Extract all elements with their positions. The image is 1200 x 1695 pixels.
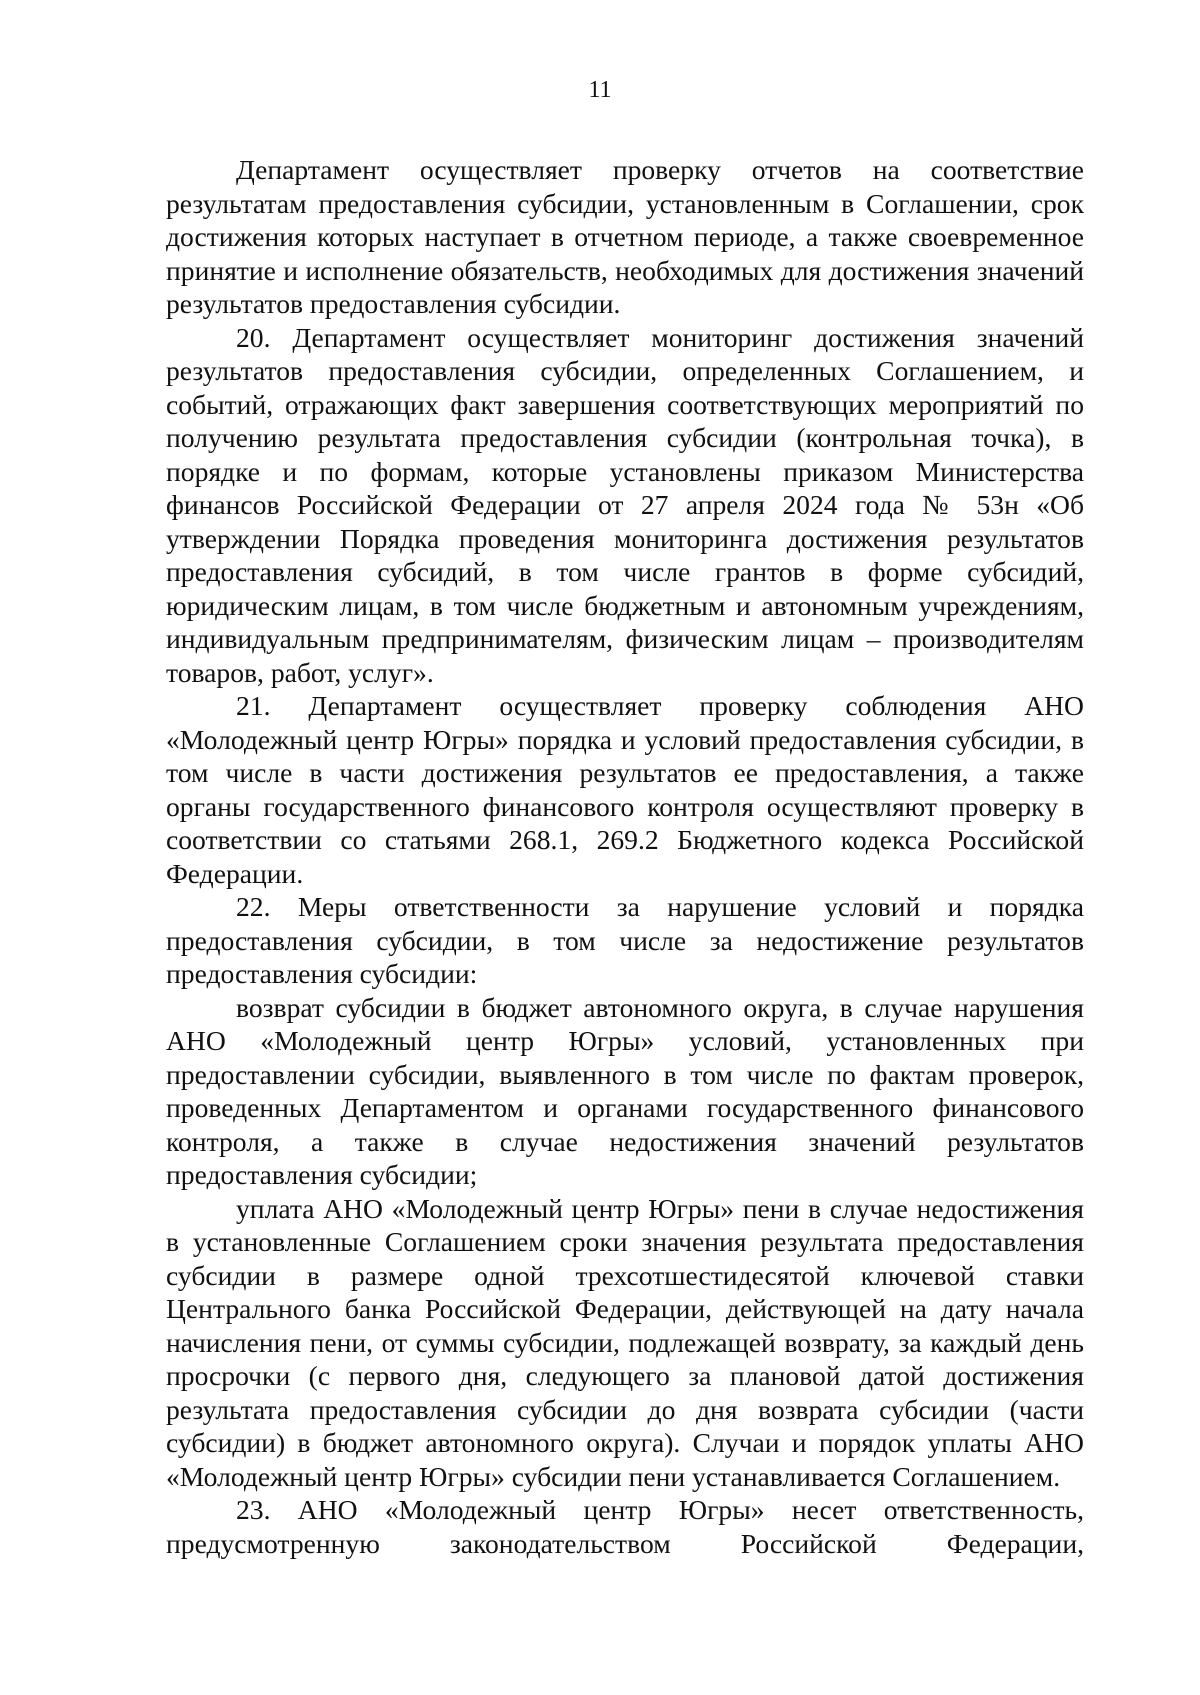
paragraph-21-compliance-check: 21. Департамент осуществляет проверку соблюдения АНО «Молодежный центр Югры» порядка и условий предоставления субсидии, в том числе в части достижения результатов ее предоставления, а также органы государственного финансового контроля осуществляют проверку в соответствии со статьями 268.1, 269.2 Бюджетного кодекса Российской Федерации. [166, 690, 1084, 889]
document-body [166, 153, 1084, 1560]
paragraph-20-monitoring: 20. Департамент осуществляет мониторинг достижения значений результатов предоставления субсидии, определенных Соглашением, и событий, отражающих факт завершения соответствующих мероприятий по получению результата предоставления субсидии (контрольная точка), в порядке и по формам, которые установлены приказом Министерства финансов Российской Федерации от 27 апреля 2024 года № 53н «Об утверждении Порядка проведения мониторинга достижения результатов предоставления субсидий, в том числе грантов в форме субсидий, юридическим лицам, в том числе бюджетным и автономным учреждениям, индивидуальным предпринимателям, физическим лицам – производителям товаров, работ, услуг». [166, 321, 1084, 688]
paragraph-22-liability-measures: 22. Меры ответственности за нарушение условий и порядка предоставления субсидии, в том числе за недостижение результатов предоставления субсидии: [166, 891, 1084, 989]
paragraph-23-responsibility: 23. АНО «Молодежный центр Югры» несет ответственность, предусмотренную законодательством Российской Федерации, [166, 1494, 1084, 1559]
paragraph-penalty-payment: уплата АНО «Молодежный центр Югры» пени в случае недостижения в установленные Соглашением сроки значения результата предоставления субсидии в размере одной трехсотшестидесятой ключевой ставки Центрального банка Российской Федерации, действующей на дату начала начисления пени, от суммы субсидии, подлежащей возврату, за каждый день просрочки (с первого дня, следующего за плановой датой достижения результата предоставления субсидии до дня возврата субсидии (части субсидии) в бюджет автономного округа). Случаи и порядок уплаты АНО «Молодежный центр Югры» субсидии пени устанавливается Соглашением. [166, 1192, 1084, 1492]
page-number: 11 [588, 77, 612, 103]
paragraph-subsidy-refund: возврат субсидии в бюджет автономного округа, в случае нарушения АНО «Молодежный центр Югры» условий, установленных при предоставлении субсидии, выявленного в том числе по фактам проверок, проведенных Департаментом и органами государственного финансового контроля, а также в случае недостижения значений результатов предоставления субсидии; [166, 991, 1084, 1190]
paragraph-reports-check: Департамент осуществляет проверку отчетов на соответствие результатам предоставления субсидии, установленным в Соглашении, срок достижения которых наступает в отчетном периоде, а также своевременное принятие и исполнение обязательств, необходимых для достижения значений результатов предоставления субсидии. [166, 154, 1084, 319]
